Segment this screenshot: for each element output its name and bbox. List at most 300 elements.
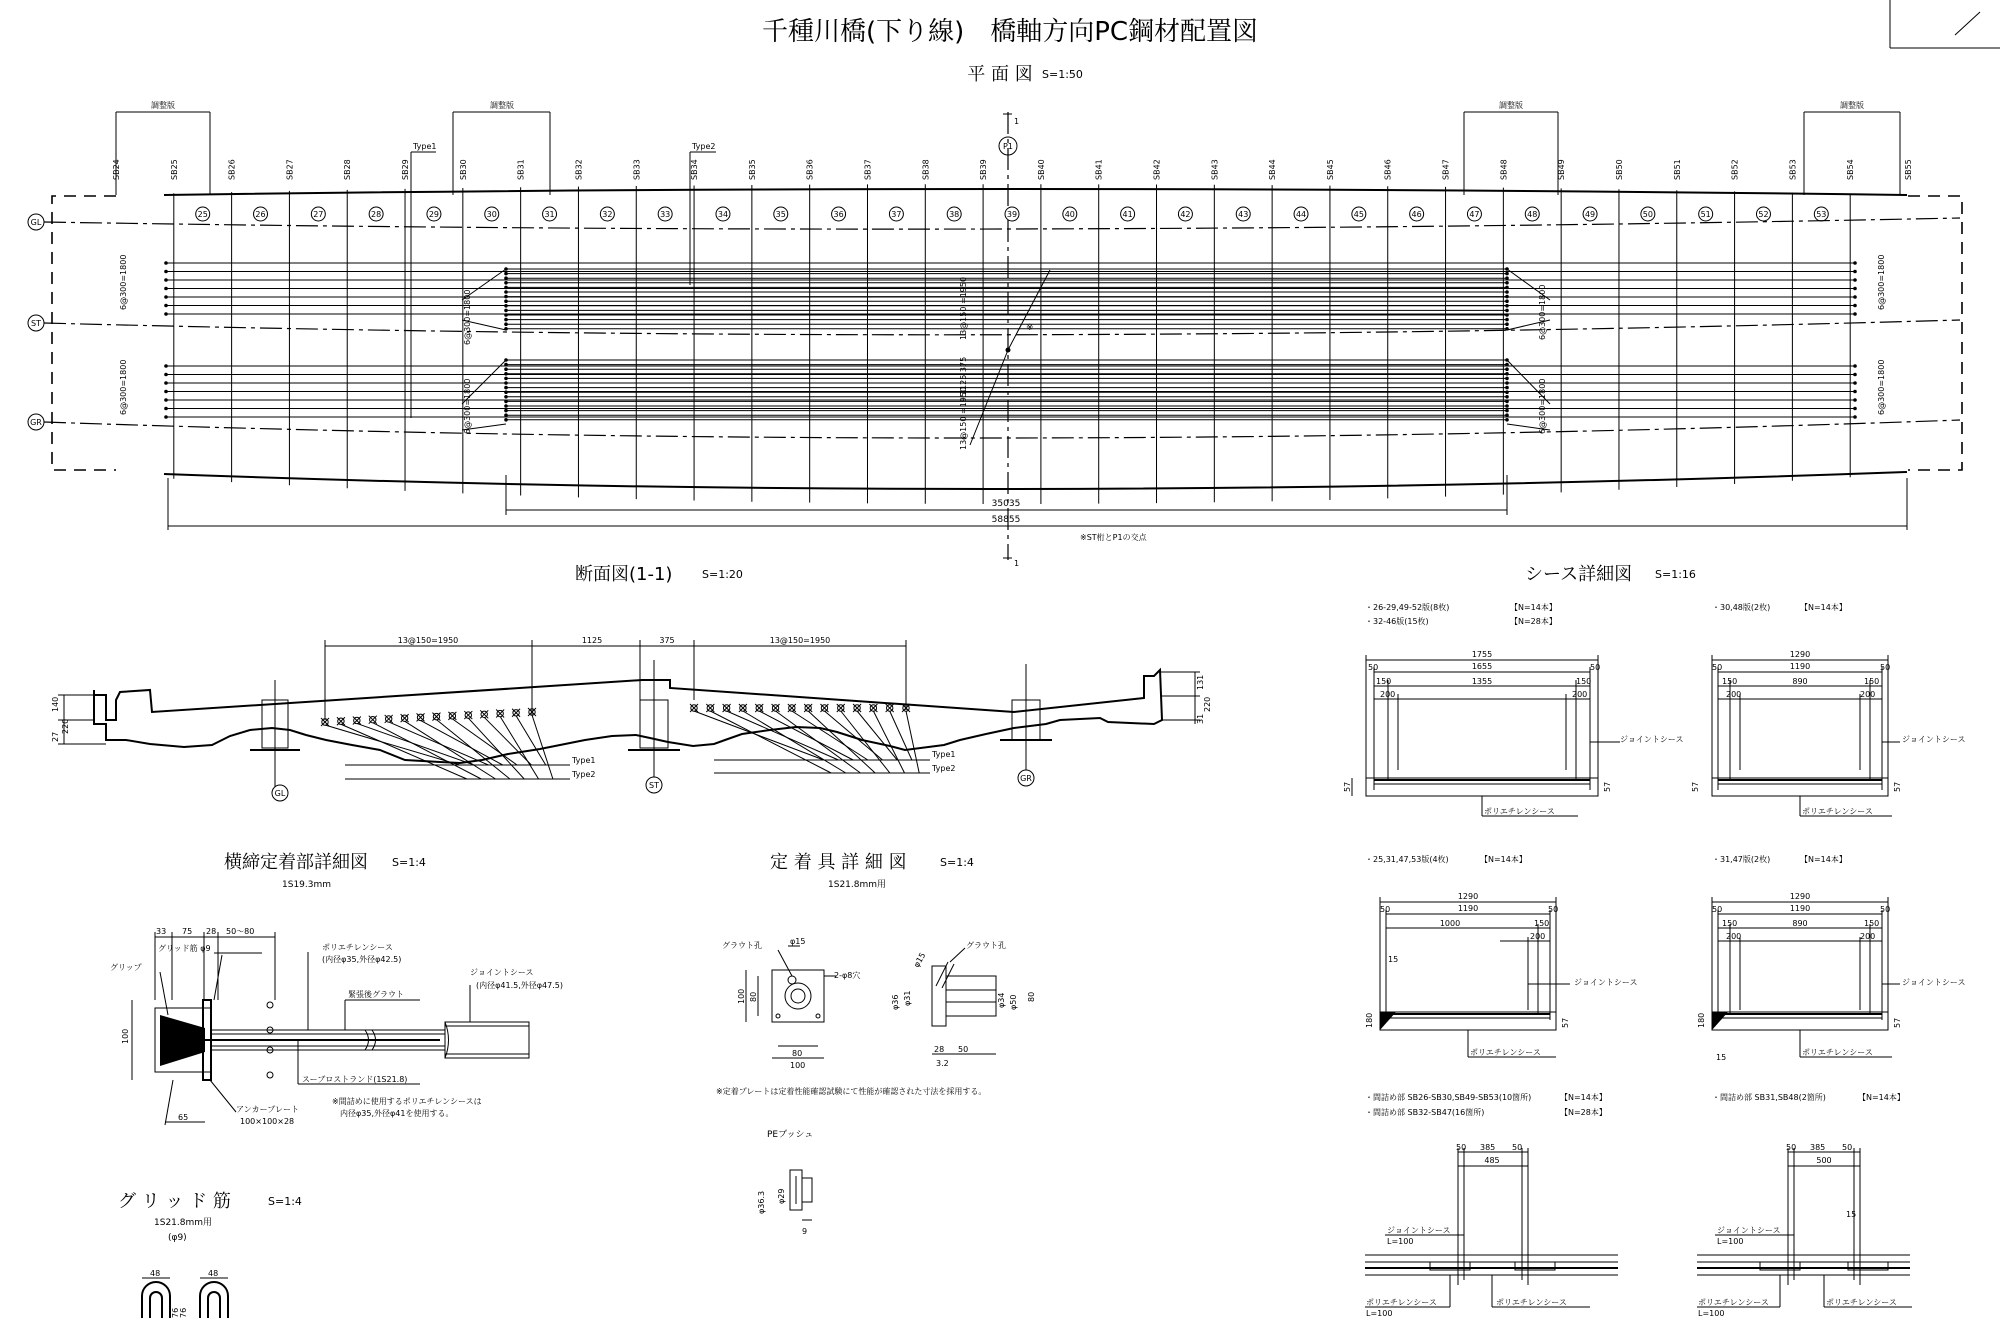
d5-count2: 【N=28本】	[1560, 1108, 1607, 1117]
d3-side-right: 57	[1561, 1017, 1570, 1028]
anchor-note1: ※間詰めに使用するポリエチレンシースは	[332, 1097, 482, 1106]
anchor-dot	[1505, 418, 1509, 422]
slab-label: SB45	[1325, 159, 1335, 180]
d6-joint: ジョイントシース	[1717, 1226, 1781, 1235]
tendon-leader	[743, 711, 846, 773]
slab-number: 46	[1411, 210, 1422, 219]
fixture-dim-a3: 100	[790, 1061, 806, 1070]
slab-label: SB48	[1499, 159, 1509, 180]
anchor-dot	[504, 299, 508, 303]
anchor-dot	[504, 295, 508, 299]
spacing-dim-left-lower: 6@300=1800	[119, 359, 128, 415]
anchor-dot	[1853, 407, 1857, 411]
slab-label: SB35	[747, 159, 757, 180]
slab-number: 33	[660, 210, 671, 219]
d4-side-right: 57	[1893, 1017, 1902, 1028]
anchor-strand: スーブロストランド(1S21.8)	[302, 1075, 408, 1084]
anchor-dot	[1853, 415, 1857, 419]
tendon-leader	[759, 711, 853, 760]
slab-number: 27	[313, 210, 324, 219]
tendon-leader	[500, 717, 538, 779]
anchor-dot	[1505, 281, 1509, 285]
anchor-dot	[504, 318, 508, 322]
anchor-dot	[504, 404, 508, 408]
d3-count1: 【N=14本】	[1480, 855, 1527, 864]
section-heading: 断面図(1-1)	[575, 564, 673, 585]
d1-dim-50b: 50	[1590, 663, 1601, 672]
d5-dim-50a: 50	[1456, 1143, 1467, 1152]
grid-dim-48b: 48	[208, 1269, 219, 1278]
d4-dim-50b: 50	[1880, 905, 1891, 914]
d5-dim-385: 385	[1480, 1143, 1496, 1152]
fixture-note: ※定着プレートは定着性能確認試験にて性能が確認された寸法を採用する。	[716, 1087, 987, 1096]
fixture-dim-b5: 80	[1027, 991, 1036, 1002]
d4-joint: ジョイントシース	[1902, 978, 1966, 987]
slab-number: 25	[197, 210, 208, 219]
plan-heading: 平 面 図	[967, 64, 1033, 85]
d1-dim-50a: 50	[1368, 663, 1379, 672]
sheath-detail-2	[1691, 602, 1965, 816]
sheath-heading: シース詳細図	[1525, 564, 1633, 585]
sheath-detail-3	[1365, 854, 1637, 1057]
anchor-dot	[1505, 409, 1509, 413]
tendon-leader	[357, 723, 474, 765]
section-st-label: ST	[649, 781, 659, 790]
slab-number: 44	[1295, 210, 1307, 219]
anchor-dot	[1853, 304, 1857, 308]
anchor-dot	[1505, 276, 1509, 280]
anchor-dot	[164, 295, 168, 299]
d6-note1: ・間詰め部 SB31,SB48(2箇所)	[1712, 1093, 1826, 1102]
anchor-dot	[164, 270, 168, 274]
d1-joint: ジョイントシース	[1620, 735, 1684, 744]
d6-dim-15: 15	[1846, 1210, 1857, 1219]
slab-number: 34	[717, 210, 729, 219]
slab-number: 51	[1700, 210, 1711, 219]
adjust-label-1: 調整版	[151, 101, 175, 110]
d2-count1: 【N=14本】	[1800, 603, 1847, 612]
d3-dim-200: 200	[1530, 932, 1546, 941]
anchor-dim-33: 33	[156, 927, 167, 936]
pe-d2: φ29	[777, 1188, 786, 1204]
anchor-dot	[504, 276, 508, 280]
d3-corner-fill	[1380, 1012, 1396, 1030]
d1-note1: ・26-29,49-52版(8枚)	[1365, 603, 1450, 612]
d2-dim-total: 1290	[1789, 650, 1811, 659]
slab-number: 38	[949, 210, 960, 219]
d5-dim-485: 485	[1484, 1156, 1500, 1165]
section-mark-top: 1	[1014, 117, 1020, 126]
spacing-dim-right-lower: 6@300=1800	[1877, 359, 1886, 415]
pe-d1: φ36.3	[757, 1190, 766, 1214]
anchor-dot	[1505, 413, 1509, 417]
anchor-dot	[1505, 313, 1509, 317]
d1-dim-150b: 150	[1576, 677, 1592, 686]
d1-side-left: 57	[1343, 781, 1352, 792]
anchor-plate: アンカープレート	[236, 1105, 299, 1114]
anchor-dot	[504, 281, 508, 285]
slab-label: SB33	[632, 159, 642, 180]
tendon-leader	[468, 718, 524, 779]
anchor-dot	[1505, 322, 1509, 326]
anchor-dot	[504, 395, 508, 399]
d6-dim-500: 500	[1816, 1156, 1832, 1165]
fixture-d15b: φ15	[911, 951, 928, 969]
tendon-leader	[890, 711, 912, 760]
anchor-dot	[1853, 287, 1857, 291]
fixture-detail	[716, 852, 1036, 1096]
sheath-detail-4	[1697, 854, 1965, 1062]
anchor-dot	[1505, 395, 1509, 399]
section-dim-4: 13@150=1950	[769, 636, 831, 645]
anchor-dot	[164, 304, 168, 308]
section-mark-bottom: 1	[1014, 559, 1020, 568]
d4-dim-890: 890	[1792, 919, 1808, 928]
tendon-leader	[341, 724, 467, 779]
sheath-detail-6	[1697, 1092, 1912, 1318]
d3-joint: ジョイントシース	[1574, 978, 1638, 987]
girder-gr-label: GR	[30, 418, 42, 427]
slab-label: SB51	[1672, 159, 1682, 180]
slab-number: 42	[1180, 210, 1191, 219]
anchor-dim-100: 100	[121, 1028, 130, 1044]
pier-label: P1	[1003, 142, 1013, 151]
sheath-details	[1343, 564, 1965, 1318]
grid-scale: S=1:4	[268, 1195, 302, 1208]
anchor-dot	[504, 418, 508, 422]
fixture-dim-a4: 80	[792, 1049, 803, 1058]
section-gr-label: GR	[1020, 774, 1032, 783]
anchor-dot	[504, 363, 508, 367]
spacing-dim-right-upper: 6@300=1800	[1877, 254, 1886, 310]
anchor-heading: 横締定着部詳細図	[224, 852, 368, 873]
slab-label: SB24	[112, 159, 121, 180]
anchor-dot	[1853, 261, 1857, 265]
d5-note1: ・間詰め部 SB26-SB30,SB49-SB53(10箇所)	[1365, 1093, 1532, 1102]
fixture-sub: 1S21.8mm用	[828, 880, 887, 890]
section-dim-2: 1125	[581, 636, 603, 645]
grid-dim-76b: 76	[179, 1307, 188, 1318]
tendon-leader	[873, 711, 904, 773]
anchor-note2: 内径φ35,外径φ41を使用する。	[340, 1109, 454, 1118]
slab-number: 35	[775, 210, 786, 219]
d5-joint: ジョイントシース	[1387, 1226, 1451, 1235]
d3-dim-150: 150	[1534, 919, 1550, 928]
slab-number: 41	[1122, 210, 1133, 219]
tendon-leader	[373, 723, 481, 779]
anchor-dot	[504, 413, 508, 417]
slab-label: SB31	[516, 159, 526, 180]
slab-number: 47	[1469, 210, 1480, 219]
grid-heading: グ リ ッ ド 筋	[118, 1191, 231, 1212]
plan-type1-label: Type1	[413, 142, 437, 151]
d6-joint-len: L=100	[1717, 1237, 1744, 1246]
slab-number: 53	[1816, 210, 1827, 219]
fixture-dim-b4: φ50	[1009, 994, 1018, 1010]
anchor-dot	[504, 409, 508, 413]
anchor-dim-28: 28	[206, 927, 217, 936]
section-type1-left: Type1	[572, 756, 596, 765]
spacing-dim-right-type-upper: 6@300=1800	[1538, 284, 1547, 340]
d6-count1: 【N=14本】	[1858, 1093, 1905, 1102]
section-left-dim-1: 140	[51, 696, 60, 712]
girder-gl-label: GL	[30, 218, 42, 227]
center-point	[1006, 348, 1011, 353]
section-scale: S=1:20	[702, 568, 743, 581]
title-block-corner	[1890, 0, 2000, 48]
section-dim-3: 375	[659, 636, 675, 645]
slab-label: SB42	[1152, 159, 1162, 180]
slab-label: SB55	[1904, 159, 1913, 180]
fixture-grout2: グラウト孔	[966, 941, 1006, 950]
anchor-dot	[504, 290, 508, 294]
fixture-dim-b1: φ36	[891, 994, 900, 1010]
d4-poly: ポリエチレンシース	[1802, 1048, 1873, 1057]
d5-count1: 【N=14本】	[1560, 1093, 1607, 1102]
plan-view	[28, 64, 1962, 568]
anchor-poly-sub: (内径φ35,外径φ42.5)	[322, 955, 402, 964]
slab-number: 50	[1642, 210, 1653, 219]
slab-label: SB49	[1557, 159, 1567, 180]
anchor-joint-sub: (内径φ41.5,外径φ47.5)	[476, 981, 563, 990]
center-dim-2: 1125 375	[959, 356, 968, 395]
d6-poly2: ポリエチレンシース	[1826, 1298, 1897, 1307]
anchor-dot	[1505, 367, 1509, 371]
slab-label: SB29	[401, 159, 411, 180]
pe-bush-detail	[757, 1129, 813, 1236]
anchor-dim-50-80: 50～80	[226, 927, 255, 936]
anchor-dot	[164, 398, 168, 402]
adjust-label-2: 調整版	[490, 101, 514, 110]
section-gl-label: GL	[274, 789, 286, 798]
anchor-dim-65: 65	[178, 1113, 189, 1122]
anchor-dot	[1505, 390, 1509, 394]
anchor-dot	[504, 313, 508, 317]
slab-number: 45	[1353, 210, 1364, 219]
d4-count1: 【N=14本】	[1800, 855, 1847, 864]
d3-dim-inner: 1190	[1457, 904, 1479, 913]
d2-side-left: 57	[1691, 781, 1700, 792]
slab-label: SB43	[1210, 159, 1220, 180]
d6-dim-385: 385	[1810, 1143, 1826, 1152]
d3-note1: ・25,31,47,53版(4枚)	[1365, 855, 1449, 864]
d4-dim-200b: 200	[1860, 932, 1876, 941]
fixture-dim-b8: 3.2	[936, 1059, 949, 1068]
d5-poly2: ポリエチレンシース	[1496, 1298, 1567, 1307]
anchor-poly: ポリエチレンシース	[322, 943, 393, 952]
fixture-grout1: グラウト孔	[722, 941, 762, 950]
slab-label: SB38	[921, 159, 931, 180]
fixture-dim-b7: 50	[958, 1045, 969, 1054]
center-dim-1: 13@150 =1950	[959, 276, 968, 340]
slab-label: SB32	[574, 159, 584, 180]
adjust-label-4: 調整版	[1840, 101, 1864, 110]
anchor-dot	[164, 312, 168, 316]
fixture-holes: 2-φ8穴	[834, 971, 861, 980]
anchor-dot	[164, 407, 168, 411]
anchor-sub: 1S19.3mm	[282, 880, 332, 890]
grid-sub1: 1S21.8mm用	[154, 1218, 213, 1228]
anchor-dot	[1505, 386, 1509, 390]
anchor-grid: グリッド筋 φ9	[158, 944, 211, 953]
anchor-dot	[504, 372, 508, 376]
section-left-dim-3: 27	[51, 731, 60, 742]
section-left-dim-2: 220	[61, 718, 70, 734]
anchor-detail	[110, 852, 563, 1126]
slab-label: SB53	[1788, 159, 1798, 180]
section-dim-1: 13@150=1950	[397, 636, 459, 645]
slab-number: 49	[1584, 210, 1596, 219]
section-view	[51, 564, 1212, 801]
plan-note: ※ST桁とP1の交点	[1080, 533, 1147, 542]
girder-st-label: ST	[31, 319, 41, 328]
anchor-dot	[504, 322, 508, 326]
d1-dim-200a: 200	[1380, 690, 1396, 699]
tendon-leader	[516, 716, 546, 765]
anchor-dot	[164, 261, 168, 265]
anchor-dot	[1853, 381, 1857, 385]
d1-note2: ・32-46版(15枚)	[1365, 617, 1429, 626]
d4-bottom: 15	[1716, 1053, 1727, 1062]
anchor-dot	[1853, 312, 1857, 316]
d4-note1: ・31,47版(2枚)	[1712, 855, 1771, 864]
slab-number: 32	[602, 210, 613, 219]
slab-number: 26	[255, 210, 266, 219]
slab-label: SB28	[343, 159, 353, 180]
slab-number: 43	[1238, 210, 1249, 219]
d1-dim-total: 1755	[1471, 650, 1493, 659]
d3-dim-50b: 50	[1548, 905, 1559, 914]
grid-dim-48a: 48	[150, 1269, 161, 1278]
slab-label: SB44	[1268, 159, 1278, 180]
d3-dim-15: 15	[1388, 955, 1399, 964]
plan-slabs	[112, 159, 1913, 504]
d4-dim-50a: 50	[1712, 905, 1723, 914]
d2-dim-200b: 200	[1860, 690, 1876, 699]
section-tendons	[321, 704, 930, 779]
anchor-dot	[1853, 278, 1857, 282]
anchor-grip: グリップ	[110, 963, 142, 972]
anchor-dot	[164, 415, 168, 419]
drawing-title: 千種川橋(下り線) 橋軸方向PC鋼材配置図	[761, 17, 1259, 47]
anchor-dot	[1853, 390, 1857, 394]
d6-dim-50a: 50	[1786, 1143, 1797, 1152]
spacing-dim-type1-lower: 6@300=1800	[463, 378, 472, 434]
anchor-joint: ジョイントシース	[470, 968, 534, 977]
anchor-dot	[164, 287, 168, 291]
slab-label: SB36	[805, 159, 815, 180]
slab-label: SB41	[1094, 159, 1104, 180]
anchor-dot	[164, 381, 168, 385]
anchor-dot	[1505, 295, 1509, 299]
d4-corner-fill	[1712, 1012, 1728, 1030]
anchor-dot	[1505, 304, 1509, 308]
anchor-dot	[1853, 373, 1857, 377]
d4-dim-150b: 150	[1864, 919, 1880, 928]
d5-poly-len: L=100	[1366, 1309, 1393, 1318]
anchor-dot	[164, 390, 168, 394]
anchor-dot	[1853, 295, 1857, 299]
fixture-dim-a1: 100	[737, 988, 746, 1004]
d2-dim-890: 890	[1792, 677, 1808, 686]
spacing-dim-right-type-lower: 6@300=1800	[1538, 378, 1547, 434]
sheath-detail-1	[1343, 602, 1683, 816]
d3-side-left: 180	[1365, 1012, 1374, 1028]
slab-number: 40	[1064, 210, 1075, 219]
fixture-dim-b3: φ34	[997, 992, 1006, 1008]
anchor-dot	[504, 377, 508, 381]
anchor-dot	[1505, 381, 1509, 385]
anchor-dot	[1853, 364, 1857, 368]
anchor-dot	[504, 309, 508, 313]
fixture-scale: S=1:4	[940, 856, 974, 869]
anchor-grout: 緊張後グラウト	[348, 990, 404, 999]
anchor-dot	[1505, 290, 1509, 294]
d5-note2: ・間詰め部 SB32-SB47(16箇所)	[1365, 1108, 1485, 1117]
grid-sub2: (φ9)	[168, 1233, 187, 1243]
d4-side-left: 180	[1697, 1012, 1706, 1028]
d2-dim-inner: 1190	[1789, 662, 1811, 671]
grid-dim-76a: 76	[171, 1307, 180, 1318]
d4-dim-inner: 1190	[1789, 904, 1811, 913]
d2-side-right: 57	[1893, 781, 1902, 792]
anchor-dot	[1853, 270, 1857, 274]
anchor-dot	[1505, 286, 1509, 290]
slab-label: SB54	[1846, 159, 1856, 180]
plan-type2-label: Type2	[692, 142, 716, 151]
section-right-dim-1: 131	[1196, 674, 1205, 690]
anchor-dot	[504, 286, 508, 290]
d1-count2: 【N=28本】	[1510, 617, 1557, 626]
slab-label: SB34	[690, 159, 700, 180]
pe-heading: PEブッシュ	[767, 1130, 814, 1140]
fixture-heading: 定 着 具 詳 細 図	[770, 852, 907, 873]
pe-d3: 9	[802, 1227, 808, 1236]
section-type2-left: Type2	[572, 770, 596, 779]
anchor-dot	[164, 278, 168, 282]
d2-dim-150a: 150	[1722, 677, 1738, 686]
anchor-dim-75: 75	[182, 927, 193, 936]
anchor-dot	[1505, 272, 1509, 276]
sheath-detail-5	[1365, 1092, 1618, 1318]
spacing-dim-type1-upper: 6@300=1800	[463, 289, 472, 345]
anchor-dot	[164, 373, 168, 377]
anchor-dot	[504, 381, 508, 385]
slab-label: SB25	[169, 159, 179, 180]
d1-poly: ポリエチレンシース	[1484, 807, 1555, 816]
anchor-dot	[1505, 404, 1509, 408]
d3-dim-1000: 1000	[1439, 919, 1461, 928]
slab-label: SB39	[979, 159, 989, 180]
anchor-dot	[504, 272, 508, 276]
d1-dim-200b: 200	[1572, 690, 1588, 699]
d4-dim-total: 1290	[1789, 892, 1811, 901]
d2-dim-150b: 150	[1864, 677, 1880, 686]
tendon-leader	[405, 721, 496, 779]
section-right-dim-3: 31	[1196, 713, 1205, 724]
d6-poly: ポリエチレンシース	[1698, 1298, 1769, 1307]
anchor-dot	[1505, 400, 1509, 404]
anchor-dot	[504, 390, 508, 394]
d5-joint-len: L=100	[1387, 1237, 1414, 1246]
tendon-leader	[710, 711, 831, 773]
d4-dim-200a: 200	[1726, 932, 1742, 941]
fixture-d15a: φ15	[790, 937, 806, 946]
slab-label: SB46	[1383, 159, 1393, 180]
slab-number: 31	[544, 210, 555, 219]
spacing-dim-left-upper: 6@300=1800	[119, 254, 128, 310]
anchor-dot	[504, 367, 508, 371]
